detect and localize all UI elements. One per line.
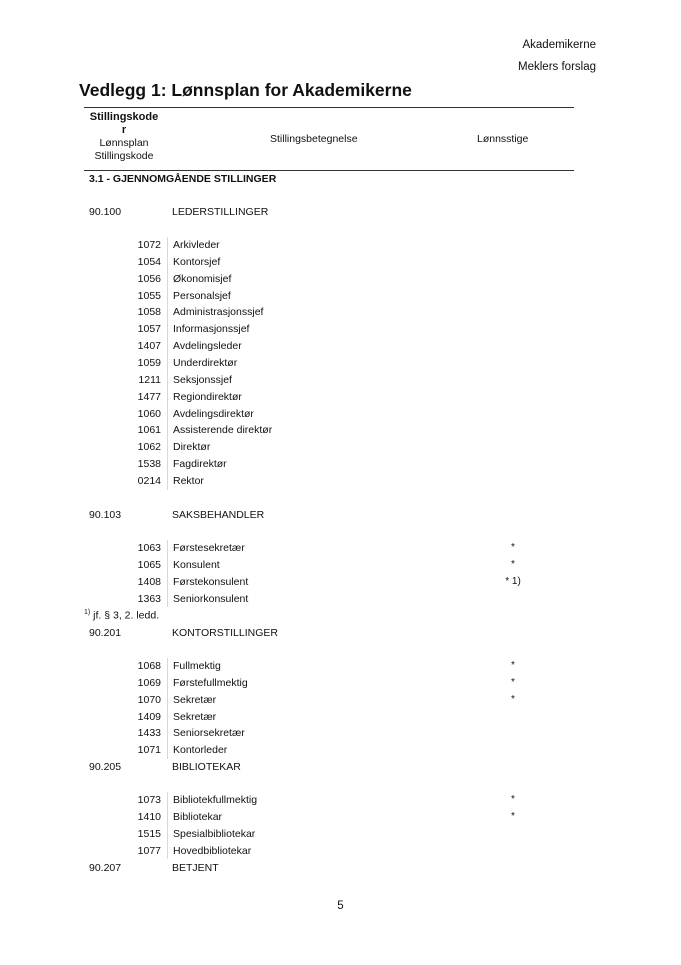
position-code: 1477 [137, 390, 161, 403]
ladder-mark: * [511, 810, 515, 822]
position-code: 1515 [137, 827, 161, 840]
position-title: Sekretær [173, 693, 217, 706]
group-code: 90.100 [89, 206, 122, 218]
position-title: Informasjonssjef [173, 323, 250, 336]
position-title: Bibliotekfullmektig [173, 794, 258, 806]
position-code: 1433 [137, 727, 161, 740]
position-title: Regiondirektør [173, 390, 242, 403]
position-code: 1060 [137, 407, 161, 420]
ladder-mark: * [511, 660, 515, 671]
position-code: 1062 [137, 441, 161, 454]
position-code: 1407 [137, 340, 161, 353]
position-code: 1211 [138, 373, 161, 386]
position-code: 1077 [137, 844, 161, 857]
ladder-mark: * [511, 542, 515, 553]
page-title: Vedlegg 1: Lønnsplan for Akademikerne [79, 80, 412, 100]
position-title: Kontorleder [173, 744, 228, 757]
position-title: Administrasjonssjef [173, 306, 264, 319]
position-title: Førstefullmektig [173, 676, 248, 689]
position-title: Fagdirektør [173, 458, 227, 471]
position-code: 1070 [137, 693, 161, 706]
footnote-text: jf. § 3, 2. ledd. [90, 609, 160, 622]
position-title: Underdirektør [173, 356, 238, 369]
group-code: 90.201 [89, 627, 122, 639]
column-divider [167, 540, 168, 607]
page-number: 5 [337, 900, 344, 912]
position-code: 0214 [137, 474, 161, 487]
position-title: Fullmektig [173, 660, 221, 672]
position-code: 1068 [137, 660, 161, 672]
ladder-mark: * [511, 558, 515, 570]
group-name: KONTORSTILLINGER [172, 627, 278, 639]
column-divider [167, 792, 168, 859]
position-title: Direktør [173, 441, 211, 454]
position-title: Bibliotekar [173, 810, 223, 823]
position-title: Personalsjef [173, 289, 231, 302]
position-code: 1072 [137, 239, 161, 251]
column-divider [167, 237, 168, 490]
position-code: 1065 [137, 558, 161, 571]
position-code: 1059 [137, 356, 161, 369]
column-divider [167, 658, 168, 759]
position-title: Arkivleder [173, 239, 220, 251]
group-name: LEDERSTILLINGER [172, 206, 269, 218]
position-title: Spesialbibliotekar [173, 827, 256, 840]
group-code: 90.103 [89, 509, 122, 521]
position-code: 1054 [137, 255, 161, 268]
position-code: 1538 [137, 458, 161, 471]
position-code: 1410 [137, 810, 161, 823]
position-title: Økonomisjef [173, 272, 232, 285]
group-name: BETJENT [172, 862, 219, 874]
position-title: Assisterende direktør [173, 424, 273, 437]
header-org: Akademikerne [522, 39, 596, 51]
position-title: Sekretær [173, 710, 217, 723]
column-head-code [84, 111, 164, 163]
position-code: 1056 [137, 272, 161, 285]
table-top-rule [84, 107, 574, 108]
ladder-mark: * [511, 794, 515, 805]
position-code: 1073 [137, 794, 161, 806]
position-title: Avdelingsdirektør [173, 407, 254, 420]
column-head-code-line3: Lønnsplan [99, 137, 149, 149]
position-code: 1055 [137, 289, 161, 302]
column-head-name: Stillingsbetegnelse [270, 133, 358, 145]
column-head-code-line4: Stillingskode [94, 150, 154, 162]
group-name: SAKSBEHANDLER [172, 509, 265, 521]
column-head-code-line2: r [121, 124, 127, 136]
ladder-mark: * 1) [505, 575, 521, 587]
position-title: Seniorkonsulent [173, 592, 249, 605]
position-title: Førstesekretær [173, 542, 245, 554]
position-code: 1057 [137, 323, 161, 336]
position-code: 1058 [137, 306, 161, 319]
ladder-mark: * [511, 693, 515, 705]
position-code: 1071 [137, 744, 161, 757]
position-code: 1069 [137, 676, 161, 689]
position-title: Avdelingsleder [173, 340, 242, 353]
footnote-mark: 1) [84, 609, 91, 617]
group-code: 90.205 [89, 761, 122, 773]
position-code: 1408 [137, 575, 161, 588]
position-code: 1363 [137, 592, 161, 605]
table-header-rule [84, 170, 574, 171]
column-head-ladder: Lønnsstige [477, 133, 529, 145]
position-code: 1061 [137, 424, 161, 437]
position-title: Førstekonsulent [173, 575, 249, 588]
header-subtitle: Meklers forslag [518, 61, 596, 73]
footnote [84, 609, 159, 622]
position-title: Hovedbibliotekar [173, 844, 252, 857]
position-code: 1409 [137, 710, 161, 723]
position-title: Rektor [173, 474, 204, 487]
position-title: Seniorsekretær [173, 727, 245, 740]
group-name: BIBLIOTEKAR [172, 761, 241, 773]
section-heading: 3.1 - GJENNOMGÅENDE STILLINGER [89, 173, 277, 185]
position-title: Seksjonssjef [173, 373, 232, 386]
position-code: 1063 [137, 542, 161, 554]
position-title: Konsulent [173, 558, 220, 571]
group-code: 90.207 [89, 862, 122, 874]
position-title: Kontorsjef [173, 255, 221, 268]
column-head-code-line1: Stillingskode [89, 111, 159, 123]
ladder-mark: * [511, 676, 515, 688]
